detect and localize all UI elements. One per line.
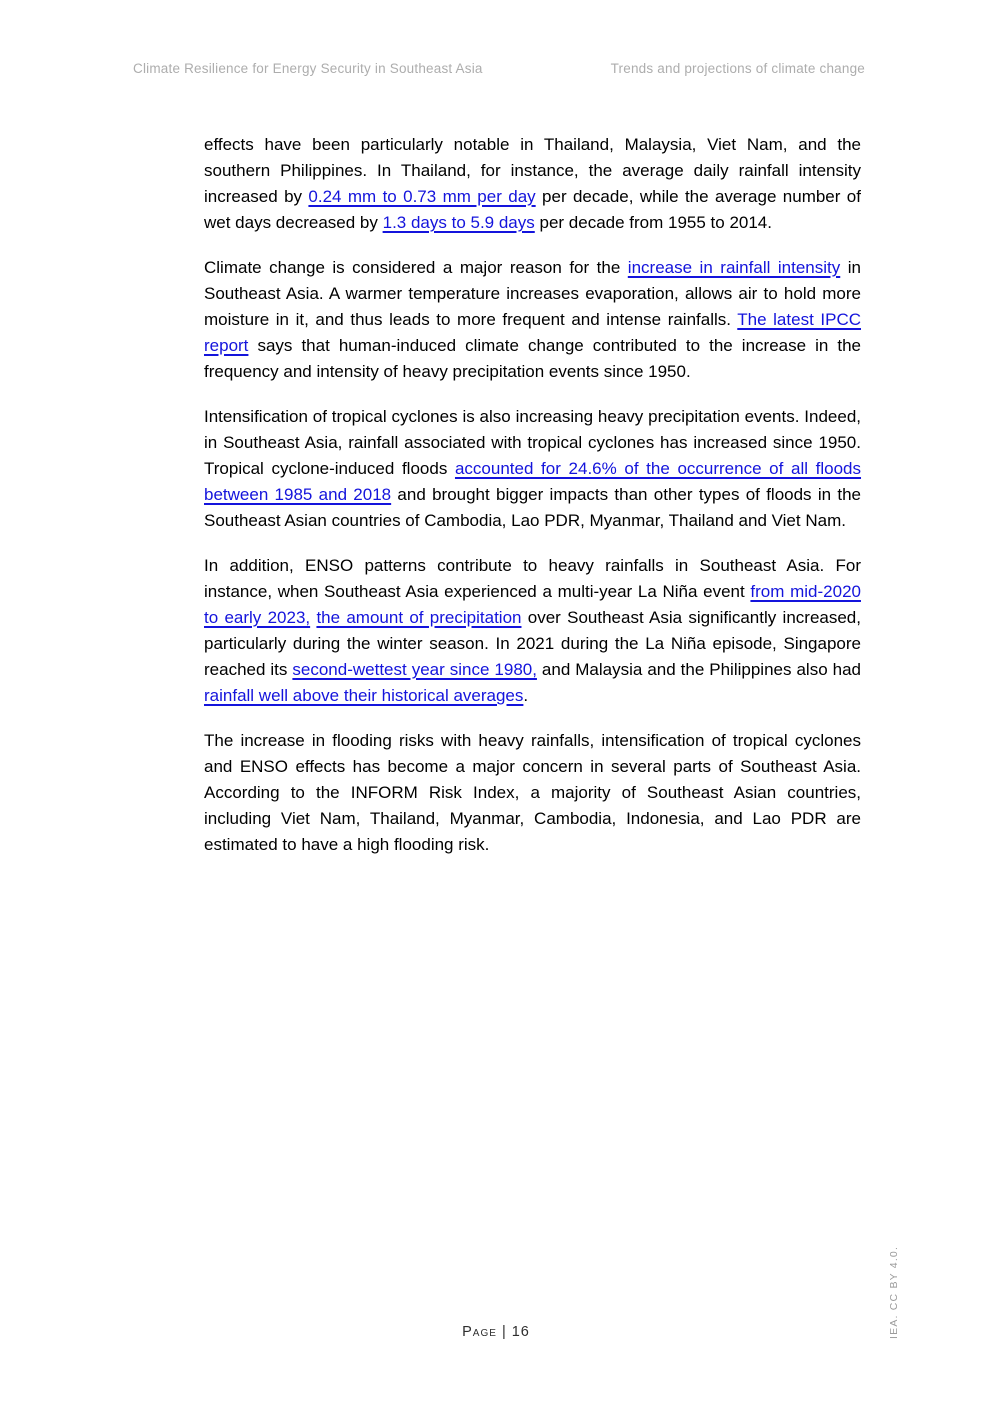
text-link[interactable]: 0.24 mm to 0.73 mm per day bbox=[308, 187, 536, 206]
text-run: and Malaysia and the Philippines also had bbox=[536, 660, 861, 679]
paragraph bbox=[204, 132, 861, 236]
paragraph bbox=[204, 553, 861, 709]
header-left-text: Climate Resilience for Energy Security in Southeast Asia bbox=[133, 61, 483, 76]
text-link[interactable]: rainfall well above their historical averages bbox=[204, 686, 524, 705]
text-run: in Southeast Asia. A warmer temperature increases evaporation, allows air to hold more moisture in it, and thus leads to more frequent and intense rainfalls. bbox=[204, 258, 861, 329]
text-run: Intensification of tropical cyclones is also increasing heavy precipitation events. Indeed, in Southeast Asia, rainfall associated with tropical cyclones has increased since 1950. Tropical cyclone-induced floods bbox=[204, 407, 861, 478]
text-run: Climate change is considered a major reason for the bbox=[204, 258, 628, 277]
text-link[interactable]: The latest IPCC report bbox=[204, 310, 861, 355]
text-link[interactable]: increase in rainfall intensity bbox=[627, 258, 841, 277]
text-run: . bbox=[523, 686, 529, 705]
text-run: per decade from 1955 to 2014. bbox=[534, 213, 772, 232]
text-link[interactable]: from mid-2020 to early 2023, bbox=[204, 582, 861, 627]
copyright-side-label: IEA. CC BY 4.0. bbox=[888, 1245, 900, 1339]
text-run: and brought bigger impacts than other types of floods in the Southeast Asian countries of Cambodia, Lao PDR, Myanmar, Thailand and Viet Nam. bbox=[204, 485, 861, 530]
text-run: In addition, ENSO patterns contribute to heavy rainfalls in Southeast Asia. For instance, when Southeast Asia experienced a multi-year La Niña event bbox=[204, 556, 861, 601]
text-link[interactable]: 1.3 days to 5.9 days bbox=[382, 213, 535, 232]
text-run: over Southeast Asia significantly increased, particularly during the winter season. In 2021 during the La Niña episode, Singapore reached its bbox=[204, 608, 861, 679]
paragraph bbox=[204, 255, 861, 385]
text-run: effects have been particularly notable in Thailand, Malaysia, Viet Nam, and the southern Philippines. In Thailand, for instance, the average daily rainfall intensity increased by bbox=[204, 135, 861, 206]
text-run: per decade, while the average number of wet days decreased by bbox=[204, 187, 861, 232]
text-link[interactable]: second-wettest year since 1980, bbox=[292, 660, 537, 679]
document-body bbox=[204, 132, 861, 877]
text-run: The increase in flooding risks with heavy rainfalls, intensification of tropical cyclones and ENSO effects has become a major concern in several parts of Southeast Asia. According to the INFORM Risk Index, a majority of Southeast Asian countries, including Viet Nam, Thailand, Myanmar, Cambodia, Indonesia, and Lao PDR are estimated to have a high flooding risk. bbox=[204, 731, 861, 854]
page-header bbox=[133, 61, 865, 76]
page-number: Page | 16 bbox=[462, 1324, 530, 1340]
text-run: says that human-induced climate change contributed to the increase in the frequency and intensity of heavy precipitation events since 1950. bbox=[204, 336, 861, 381]
text-link[interactable]: accounted for 24.6% of the occurrence of all floods between 1985 and 2018 bbox=[204, 459, 862, 504]
page-footer bbox=[0, 1324, 992, 1340]
header-right-text: Trends and projections of climate change bbox=[610, 61, 865, 76]
paragraph bbox=[204, 404, 861, 534]
paragraph bbox=[204, 728, 861, 858]
text-link[interactable]: the amount of precipitation bbox=[316, 608, 522, 627]
